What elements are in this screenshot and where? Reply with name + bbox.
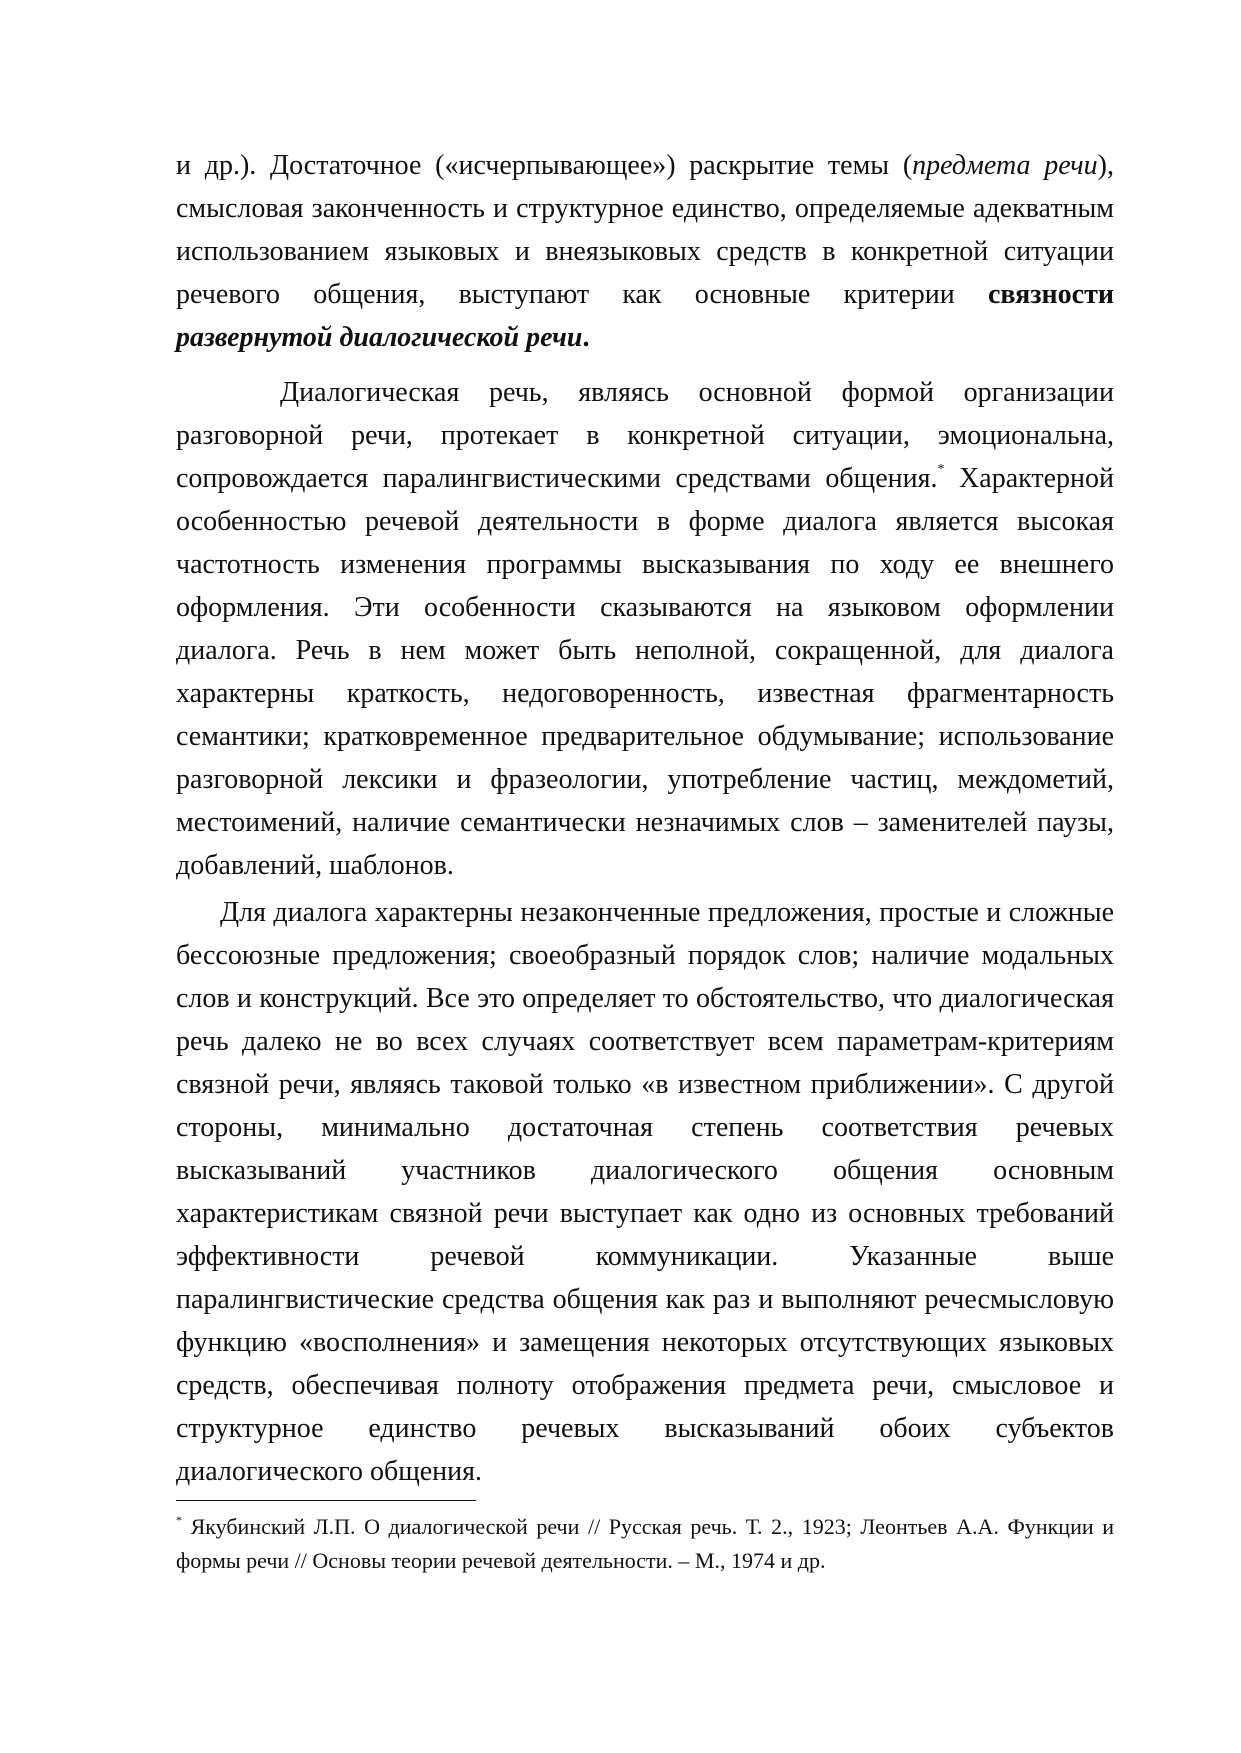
paragraph-2 xyxy=(176,371,1114,887)
paragraph-1-bold-italic: развернутой диалогической речи xyxy=(176,322,583,353)
paragraph-1-bold: связности xyxy=(987,279,1114,310)
paragraph-1-end: . xyxy=(582,322,590,353)
footnote-reference: * xyxy=(937,461,945,477)
paragraph-3-text: Для диалога характерны незаконченные предложения, простые и сложные бессоюзные предложения; своеобразный порядок слов; наличие модальных слов и конструкций. Все это определяет то обстоятельство, что диалогическая речь далеко не во всех случаях соответствует всем параметрам-критериям связной речи, являясь таковой только «в известном приближении». С другой стороны, минимально достаточная степень соответствия речевых высказываний участников диалогического общения основным характеристикам связной речи выступает как одно из основных требований эффективности речевой коммуникации. Указанные выше паралингвистические средства общения как раз и выполняют речесмысловую функцию «восполнения» и замещения некоторых отсутствующих языковых средств, обеспечивая полноту отображения предмета речи, смысловое и структурное единство речевых высказываний обоих субъектов диалогического общения. xyxy=(176,897,1114,1487)
footnote xyxy=(176,1510,1114,1578)
footnote-separator xyxy=(176,1500,476,1501)
body-text xyxy=(176,144,1114,1493)
paragraph-2-text-a: Диалогическая речь, являясь основной формой организации разговорной речи, протекает в конкретной ситуации, эмоциональна, сопровождается паралингвистическими средствами общения. xyxy=(176,377,1114,494)
paragraph-1-text-a: и др.). Достаточное («исчерпывающее») раскрытие темы ( xyxy=(176,150,913,181)
paragraph-1-text-b: ), смысловая законченность и структурное единство, определяемые адекватным использованием языковых и внеязыковых средств в конкретной ситуации речевого общения, выступают как основные критерии xyxy=(176,150,1114,310)
footnote-text: Якубинский Л.П. О диалогической речи // Русская речь. Т. 2., 1923; Леонтьев А.А. Функции и формы речи // Основы теории речевой деятельности. – М., 1974 и др. xyxy=(176,1514,1114,1573)
paragraph-1 xyxy=(176,144,1114,359)
paragraph-1-italic: предмета речи xyxy=(912,150,1098,181)
footnote-mark: * xyxy=(176,1512,182,1527)
paragraph-2-text-b: Характерной особенностью речевой деятельности в форме диалога является высокая частотность изменения программы высказывания по ходу ее внешнего оформления. Эти особенности сказываются на языковом оформлении диалога. Речь в нем может быть неполной, сокращенной, для диалога характерны краткость, недоговоренность, известная фрагментарность семантики; кратковременное предварительное обдумывание; использование разговорной лексики и фразеологии, употребление частиц, междометий, местоимений, наличие семантически незначимых слов – заменителей паузы, добавлений, шаблонов. xyxy=(176,463,1114,881)
paragraph-3 xyxy=(176,891,1114,1493)
